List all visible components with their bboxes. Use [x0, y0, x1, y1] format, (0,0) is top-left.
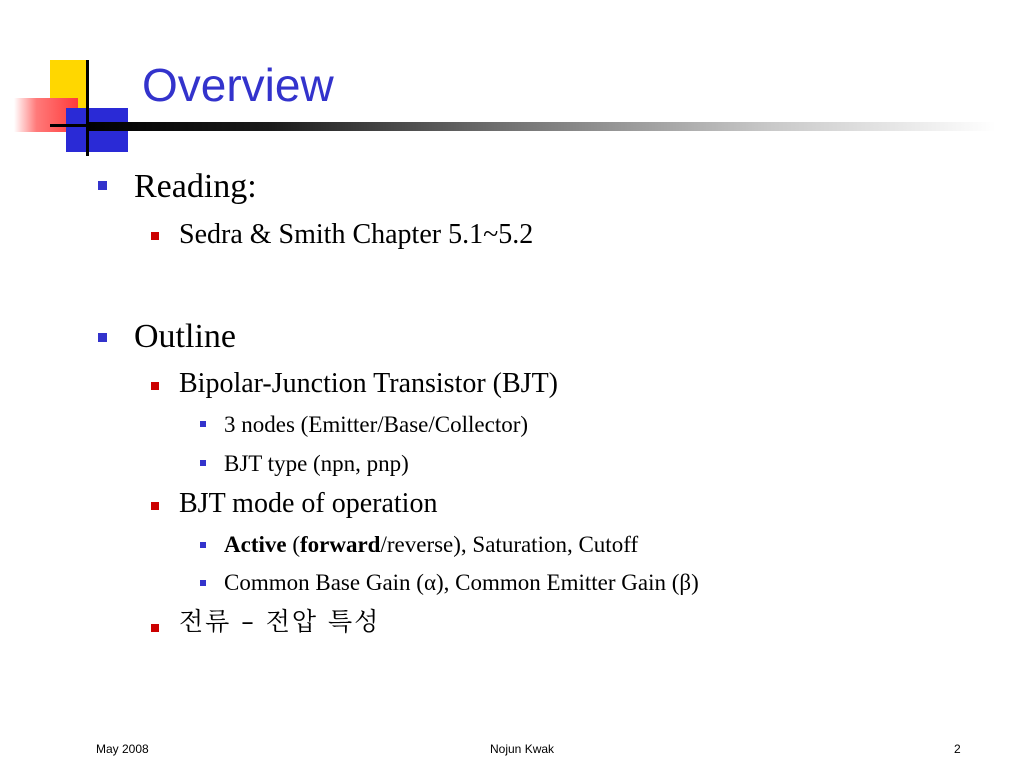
- sub-bullet-bjt: Bipolar-Junction Transistor (BJT): [179, 368, 558, 399]
- bullet-icon: [200, 460, 206, 466]
- paren-open-text: (: [286, 532, 300, 557]
- logo-vertical-line: [86, 60, 89, 156]
- modes-rest-text: /reverse), Saturation, Cutoff: [380, 532, 639, 557]
- sub-bullet-reading-source: Sedra & Smith Chapter 5.1~5.2: [179, 219, 534, 250]
- bullet-outline: Outline: [134, 318, 236, 355]
- footer-date: May 2008: [96, 742, 149, 756]
- footer-author: Nojun Kwak: [490, 742, 555, 756]
- sub-bullet-bjt-mode: BJT mode of operation: [179, 488, 438, 519]
- bullet-reading: Reading:: [134, 168, 257, 205]
- footer-page-number: 2: [954, 742, 961, 756]
- sub-sub-bullet-active-modes: [224, 533, 638, 556]
- bullet-icon: [200, 542, 206, 548]
- bullet-icon: [151, 382, 159, 390]
- sub-sub-bullet-bjt-type: BJT type (npn, pnp): [224, 451, 409, 476]
- slide-logo-decoration: [0, 0, 140, 160]
- bullet-icon: [98, 181, 107, 190]
- bullet-icon: [200, 421, 206, 427]
- bullet-icon: [151, 502, 159, 510]
- active-bold-text: Active: [224, 532, 287, 557]
- bullet-icon: [151, 232, 159, 240]
- bullet-icon: [98, 333, 107, 342]
- sub-sub-bullet-gain: Common Base Gain (α), Common Emitter Gain (β): [224, 570, 699, 595]
- bullet-icon: [151, 624, 159, 632]
- sub-bullet-iv-characteristics: 전류 – 전압 특성: [179, 607, 381, 636]
- title-underline-bar: [86, 122, 996, 131]
- sub-sub-bullet-nodes: 3 nodes (Emitter/Base/Collector): [224, 412, 529, 437]
- forward-bold-text: forward: [300, 532, 381, 557]
- bullet-icon: [200, 580, 206, 586]
- slide-title: Overview: [142, 59, 334, 111]
